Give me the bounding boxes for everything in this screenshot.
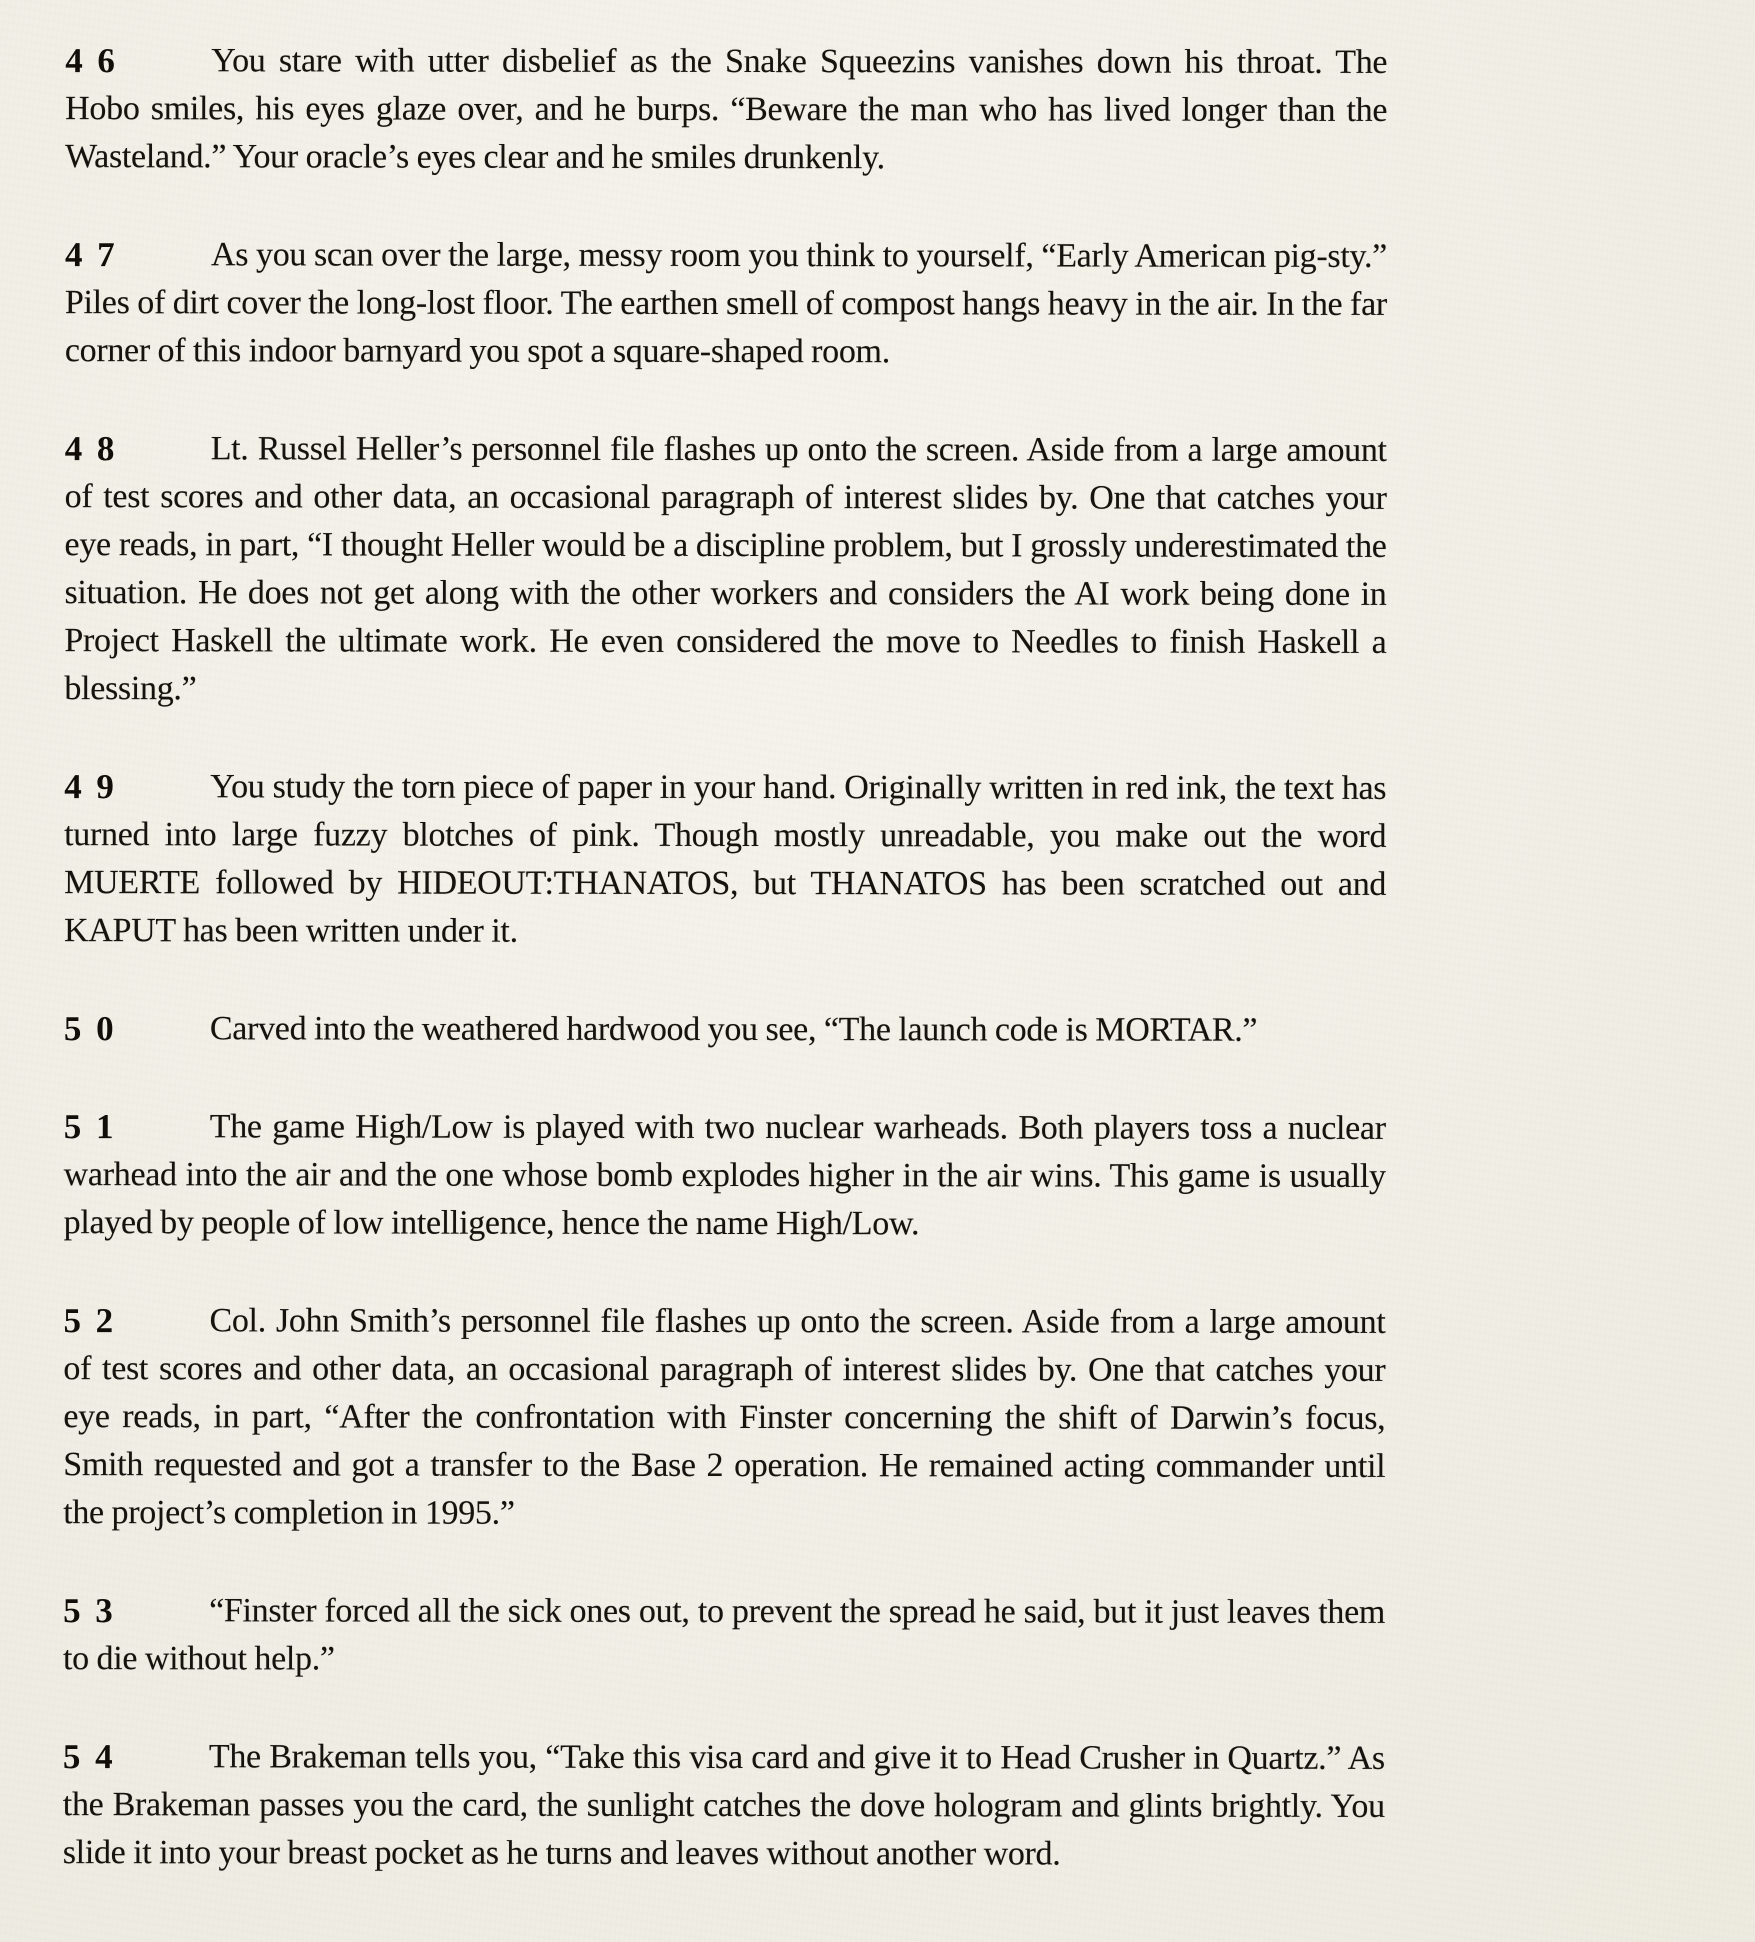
paragraph-52-number: 52 xyxy=(63,1301,128,1341)
paragraph-51-text: The game High/Low is played with two nuclear warheads. Both players toss a nuclear warhead into the air and the one whose bomb explodes higher in the air wins. This game is usually played by people of low intelligence, hence the name High/Low. xyxy=(63,1108,1386,1243)
paragraph-54 xyxy=(63,1733,1385,1879)
paragraph-48-number: 48 xyxy=(64,429,130,469)
paragraph-46 xyxy=(65,37,1387,183)
paragraph-52 xyxy=(63,1297,1385,1539)
paragraph-53-text: “Finster forced all the sick ones out, to prevent the spread he said, but it just leaves them to die without help.” xyxy=(62,1592,1386,1678)
paragraph-54-number: 54 xyxy=(62,1737,128,1777)
paragraph-47-text: As you scan over the large, messy room you think to yourself, “Early American pig-sty.” Piles of dirt cover the long-lost floor. The earthen smell of compost hangs heavy in the air. In the far corner of this indoor barnyard you spot a square-shaped room. xyxy=(64,236,1388,371)
paragraph-48-text: Lt. Russel Heller’s personnel file flashes up onto the screen. Aside from a large amount of test scores and other data, an occasional paragraph of interest slides by. One that catches your eye reads, in part, “I thought Heller would be a discipline problem, but I grossly underestimated the situation. He does not get along with the other workers and considers the AI work being done in Project Haskell the ultimate work. He even considered the move to Needles to finish Haskell a blessing.” xyxy=(64,430,1387,708)
paragraph-50-number: 50 xyxy=(63,1009,129,1049)
paragraph-53-number: 53 xyxy=(63,1591,128,1631)
paragraph-53 xyxy=(63,1587,1385,1685)
paragraph-46-text: You stare with utter disbelief as the Snake Squeezins vanishes down his throat. The Hobo smiles, his eyes glaze over, and he burps. “Beware the man who has lived longer than the Wasteland.” Your oracle’s eyes clear and he smiles drunkenly. xyxy=(65,42,1388,177)
paragraph-46-number: 46 xyxy=(65,41,130,81)
paragraph-52-text: Col. John Smith’s personnel file flashes up onto the screen. Aside from a large amount of test scores and other data, an occasional paragraph of interest slides by. One that catches your eye reads, in part, “After the confrontation with Finster concerning the shift of Darwin’s focus, Smith requested and got a transfer to the Base 2 operation. He remained acting commander until the project’s completion in 1995.” xyxy=(63,1302,1386,1532)
paragraph-47 xyxy=(65,231,1387,377)
paragraph-50-text: Carved into the weathered hardwood you see, “The launch code is MORTAR.” xyxy=(209,1010,1258,1049)
paragraph-50 xyxy=(64,1005,1386,1055)
paragraph-51 xyxy=(64,1103,1386,1249)
paragraph-49-number: 49 xyxy=(64,767,129,807)
page-text-block xyxy=(63,37,1388,1879)
paragraph-51-number: 51 xyxy=(63,1107,129,1147)
paragraph-49-text: You study the torn piece of paper in your hand. Originally written in red ink, the text has turned into large fuzzy blotches of pink. Though mostly unreadable, you make out the word MUERTE followed by HIDEOUT:THANATOS, but THANATOS has been scratched out and KAPUT has been written under it. xyxy=(64,768,1387,950)
paragraph-49 xyxy=(64,763,1386,957)
paragraph-47-number: 47 xyxy=(64,235,130,275)
paragraph-54-text: The Brakeman tells you, “Take this visa card and give it to Head Crusher in Quartz.” As the Brakeman passes you the card, the sunlight catches the dove hologram and glints brightly. You slide it into your breast pocket as he turns and leaves without another word. xyxy=(62,1738,1385,1873)
paragraph-48 xyxy=(64,425,1386,715)
